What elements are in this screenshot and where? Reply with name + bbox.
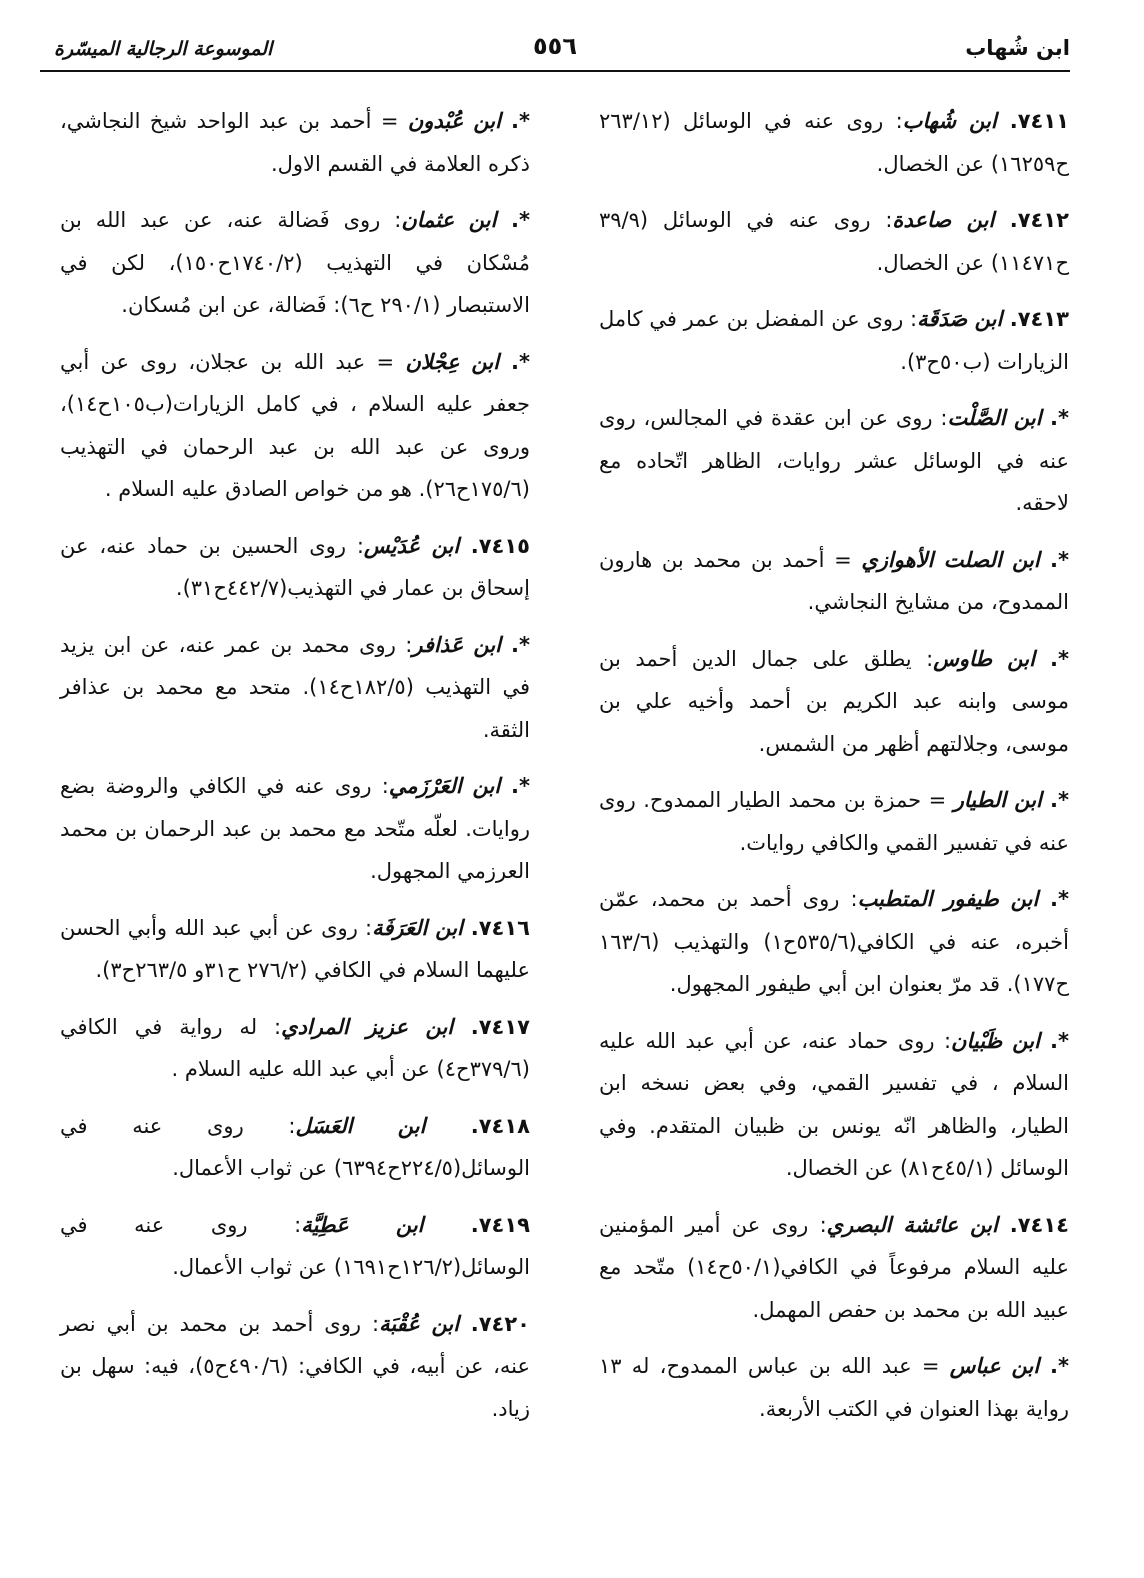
entry [60,100,530,185]
running-head-left: الموسوعة الرجالية الميسّرة [54,38,273,60]
entry-number: *. [499,349,530,374]
entry-text: : روى حماد عنه، عن أبي عبد الله عليه السلام ، في تفسير القمي، وفي بعض نسخه ابن الطيار، والظاهر انّه يونس بن ظبيان المتقدم. وفي الوسائل (٤٥/١ح٨١) عن الخصال. [599,1028,1069,1180]
entry-number: *. [1039,1028,1069,1053]
entry-text: = عبد الله بن عجلان، روى عن أبي جعفر عليه السلام ، في كامل الزيارات(ب١٠٥ح١٤)، وروى عن عبد الله بن عبد الرحمان في التهذيب (١٧٥/٦ح٢٦). هو من خواص الصادق عليه السلام . [60,349,530,501]
entry [599,779,1069,864]
entry-term: ابن عباس [949,1354,1040,1378]
entry [599,1204,1069,1332]
entry-term: ابن عَذافر [412,632,502,657]
entry-number: ٧٤١٩. [423,1212,530,1237]
entry-number: ٧٤١٣. [1002,307,1069,331]
entry-number: ٧٤١١. [996,109,1070,133]
entry-text: : روى عن المفضل بن عمر في كامل الزيارات (ب٥٠ح٣). [599,307,1069,374]
entry-text: : روى محمد بن عمر عنه، عن ابن يزيد في التهذيب (١٨٢/٥ح١٤). متحد مع محمد بن عذافر الثقة. [60,632,530,742]
entry-term: ابن العَسَل [295,1113,426,1138]
entry-term: ابن شُهاب [902,109,997,133]
entry-term: ابن طاوس [933,646,1035,671]
running-head-right: ابن شُهاب [965,36,1070,60]
entry [599,878,1069,1006]
entry-number: *. [500,774,530,798]
entry-number: *. [1039,547,1070,572]
entry-term: ابن عِجْلان [405,349,500,374]
entry [60,907,530,992]
entry-text: : روى عن ابن عقدة في المجالس، روى عنه في الوسائل عشر روايات، الظاهر اتّحاده مع لاحقه. [599,406,1069,515]
entry-text: : روى أحمد بن محمد بن أبي نصر عنه، عن أبيه، في الكافي: (٤٩٠/٦ح٥)، فيه: سهل بن زياد. [60,1311,530,1421]
entry-number: *. [501,109,530,133]
entry-text: : روى عنه في الكافي والروضة بضع روايات. لعلّه متّحد مع محمد بن عبد الرحمان بن محمد العرزمي المجهول. [60,774,530,883]
entry-term: ابن صاعدة [892,208,995,232]
entry-number: ٧٤١٦. [462,915,530,940]
entry [60,199,530,327]
entry-number: *. [1041,406,1069,430]
entry-term: ابن عثمان [401,208,497,232]
entry [60,765,530,893]
entry [599,1020,1069,1190]
entry-number: *. [1038,887,1069,911]
entry-number: *. [1041,788,1070,812]
entry-term: ابن صَدَقَة [917,307,1003,331]
entry-term: ابن الصَّلْت [947,406,1042,430]
entry-term: ابن عائشة البصري [826,1212,998,1237]
entry-text: = حمزة بن محمد الطيار الممدوح. روى عنه في تفسير القمي والكافي روايات. [599,788,1069,855]
entry-text: : روى عنه في الوسائل(٢٢٤/٥ح٦٣٩٤) عن ثواب الأعمال. [60,1113,530,1180]
entry-term: ابن الطيار [953,788,1042,812]
entry-number: ٧٤١٥. [459,533,530,558]
entry-text: : روى عنه في الوسائل (٢٦٣/١٢ ح١٦٢٥٩) عن الخصال. [599,109,1069,176]
entry-text: : روى أحمد بن محمد، عمّن أخبره، عنه في الكافي(٥٣٥/٦ح١) والتهذيب (١٦٣/٦ ح١٧٧). قد مرّ بعنوان ابن أبي طيفور المجهول. [599,887,1069,996]
entry-number: *. [1039,1354,1069,1378]
entry-term: ابن عُبْدون [407,109,501,133]
entry-number: ٧٤١٧. [453,1014,531,1039]
right-column [599,100,1069,1444]
entry [599,397,1069,525]
entry-term: ابن الصلت الأهوازي [861,547,1040,572]
entry-number: ٧٤١٤. [997,1212,1069,1237]
entry-text: = أحمد بن عبد الواحد شيخ النجاشي، ذكره العلامة في القسم الاول. [60,109,530,176]
entry-text: = عبد الله بن عباس الممدوح، له ١٣ رواية بهذا العنوان في الكتب الأربعة. [599,1354,1069,1421]
entry-term: ابن عُدَيْس [363,533,460,558]
entry [60,624,530,752]
entry [60,1105,530,1190]
header-rule [40,70,1070,72]
entry-number: ٧٤٢٠. [459,1311,530,1336]
entry [599,539,1069,624]
entry [60,1204,530,1289]
entry [60,341,530,511]
entry-text: : روى عن أبي عبد الله وأبي الحسن عليهما السلام في الكافي (٢٧٦/٢ ح٣١و ٢٦٣/٥ح٣). [60,915,530,982]
entry-text: : له رواية في الكافي (٣٧٩/٦ح٤) عن أبي عبد الله عليه السلام . [60,1014,530,1081]
entry-text: = أحمد بن محمد بن هارون الممدوح، من مشايخ النجاشي. [599,547,1069,614]
entry-term: ابن العَرْزَمي [388,774,501,798]
entry-number: ٧٤١٢. [994,208,1069,232]
entry-number: *. [1034,646,1069,671]
entry-number: *. [496,208,530,232]
entry [599,100,1069,185]
entry-term: ابن عُقْبَة [379,1311,460,1336]
entry-text: : روى عنه في الوسائل (٣٩/٩ ح١١٤٧١) عن الخصال. [599,208,1069,275]
entry-term: ابن ظَبْيان [951,1028,1040,1053]
entry [599,1345,1069,1430]
entry-text: : روى الحسين بن حماد عنه، عن إسحاق بن عمار في التهذيب(٤٤٢/٧ح٣١). [60,533,530,600]
entry-number: ٧٤١٨. [425,1113,530,1138]
entry [60,1006,530,1091]
entry-term: ابن العَرَفَة [372,915,463,940]
entry [599,199,1069,284]
page-number: ٥٥٦ [533,32,577,60]
left-column [60,100,530,1444]
entry [599,298,1069,383]
entry-term: ابن عزيز المرادي [281,1014,454,1039]
entry [599,638,1069,766]
page-header [40,30,1070,70]
entry-text: : روى عن أمير المؤمنين عليه السلام مرفوعاً في الكافي(٥٠/١ح١٤) متّحد مع عبيد الله بن محمد بن حفص المهمل. [599,1212,1069,1322]
entry-text: : روى عنه في الوسائل(١٢٦/٢ح١٦٩١) عن ثواب الأعمال. [60,1212,530,1279]
entry-term: ابن عَطِيَّة [301,1212,424,1237]
entry-text: : روى فَضالة عنه، عن عبد الله بن مُسْكان في التهذيب (١٧٤٠/٢ح١٥٠)، لكن في الاستبصار (٢٩٠/١ ح٦): فَضالة، عن ابن مُسكان. [60,208,530,317]
entry-term: ابن طيفور المتطبب [857,887,1039,911]
entry [60,1303,530,1431]
entry-text: : يطلق على جمال الدين أحمد بن موسى وابنه عبد الكريم بن أحمد وأخيه علي بن موسى، وجلالتهم أظهر من الشمس. [599,646,1069,756]
entry [60,525,530,610]
entry-number: *. [501,632,530,657]
